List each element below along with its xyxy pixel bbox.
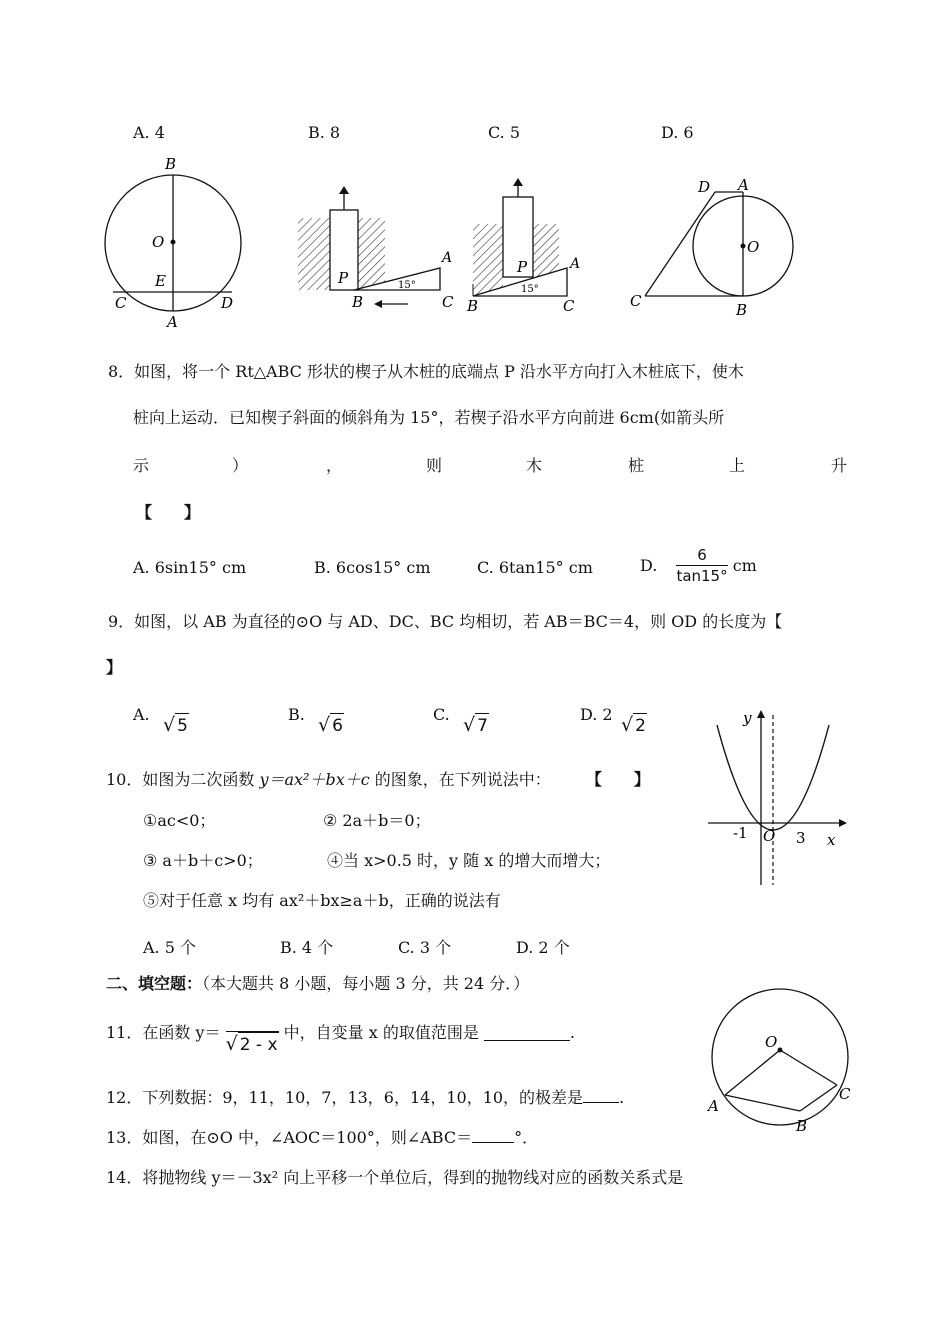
svg-text:P: P — [338, 269, 349, 287]
svg-text:x: x — [827, 831, 836, 849]
q9-option-d-sqrt: √ 2 — [621, 714, 646, 736]
svg-text:y: y — [743, 709, 752, 727]
svg-text:-1: -1 — [733, 824, 748, 842]
q8-line3-w5: 木 — [526, 456, 543, 475]
svg-text:B: B — [467, 297, 479, 315]
q8-line3-w8: 升 — [831, 456, 848, 475]
svg-text:O: O — [152, 233, 165, 251]
svg-text:A: A — [738, 176, 749, 194]
q7-option-d: D. 6 — [661, 123, 694, 142]
svg-text:D: D — [698, 178, 711, 196]
q10-option-b: B. 4 个 — [280, 938, 334, 957]
svg-text:B: B — [796, 1117, 808, 1135]
q9-option-a-label: A. — [133, 705, 150, 724]
q10-option-d: D. 2 个 — [516, 938, 570, 957]
q8-answer-bracket: 【 】 — [136, 503, 201, 522]
q11-fraction: √ 2 - x — [226, 1011, 279, 1055]
q9-option-b-sqrt: √ 6 — [318, 714, 343, 736]
svg-text:P: P — [517, 258, 528, 276]
q9-option-c-label: C. — [433, 705, 450, 724]
q8-option-b: B. 6cos15° cm — [314, 558, 431, 577]
q9-line2: 】 — [106, 658, 123, 677]
q8-line3-w1: 示 — [133, 456, 150, 475]
q10-item5: ⑤对于任意 x 均有 ax²＋bx≥a＋b，正确的说法有 — [143, 891, 501, 910]
q7-option-c: C. 5 — [488, 123, 521, 142]
svg-text:3: 3 — [796, 829, 806, 847]
q9-option-a-sqrt: √ 5 — [163, 714, 188, 736]
q7-option-a: A. 4 — [133, 123, 165, 142]
q9-option-d-label: D. 2 — [580, 705, 613, 724]
q8-line3-w6: 桩 — [628, 456, 645, 475]
q11: 11．在函数 y＝ √ 2 - x 中，自变量 x 的取值范围是 . — [106, 1011, 575, 1059]
q10-item4: ④当 x>0.5 时，y 随 x 的增大而增大； — [327, 851, 611, 870]
q8-option-d-fraction: $\frac{6}{\tan 15^\circ}$ — [676, 546, 728, 585]
figure-circle-chord — [95, 155, 255, 335]
q9-line1: 9．如图，以 AB 为直径的⊙O 与 AD、DC、BC 均相切，若 AB＝BC＝4，则 OD 的长度为【 — [108, 612, 783, 631]
q9-option-c-sqrt: √ 7 — [463, 714, 488, 736]
svg-text:15°: 15° — [521, 284, 539, 295]
svg-text:E: E — [155, 272, 166, 290]
svg-text:D: D — [221, 294, 234, 312]
figure-parabola — [703, 705, 853, 895]
svg-text:15°: 15° — [398, 280, 416, 291]
svg-text:C: C — [563, 297, 575, 315]
q8-line3-w2: ） — [232, 456, 249, 475]
q10-item3: ③ a＋b＋c>0； — [143, 851, 263, 870]
svg-text:B: B — [736, 301, 748, 319]
q10-item2: ② 2a＋b＝0； — [323, 811, 431, 830]
svg-text:C: C — [630, 292, 642, 310]
q13-answer-blank[interactable] — [472, 1128, 514, 1143]
q8-line3-w3: ， — [326, 456, 343, 475]
q13: 13．如图，在⊙O 中，∠AOC＝100°，则∠ABC＝ °． — [106, 1128, 539, 1147]
q8-line1: 8．如图，将一个 Rt△ABC 形状的楔子从木桩的底端点 P 沿水平方向打入木桩底下，使木 — [108, 362, 744, 381]
figure-tangent-trapezoid — [620, 170, 810, 325]
svg-text:O: O — [763, 827, 776, 845]
q12-answer-blank[interactable] — [583, 1088, 619, 1103]
svg-text:A: A — [167, 313, 178, 331]
svg-text:C: C — [839, 1085, 851, 1103]
q8-line2: 桩向上运动．已知楔子斜面的倾斜角为 15°，若楔子沿水平方向前进 6cm(如箭头所 — [133, 408, 725, 427]
figure-circle-aoc — [705, 985, 865, 1140]
svg-text:A: A — [708, 1097, 719, 1115]
q10-stem: 10．如图为二次函数 y＝ax²＋bx＋c 的图象，在下列说法中： 【 】 — [106, 770, 650, 789]
q7-option-b: B. 8 — [308, 123, 341, 142]
q10-item1: ①ac<0； — [143, 811, 216, 830]
q10-option-c: C. 3 个 — [398, 938, 452, 957]
svg-text:O: O — [765, 1033, 778, 1051]
figure-wedge-after — [463, 172, 588, 322]
q8-line3-w7: 上 — [729, 456, 746, 475]
q8-option-d: D. $\frac{6}{\tan 15^\circ}$ cm — [640, 546, 757, 585]
svg-text:B: B — [352, 293, 364, 311]
svg-text:O: O — [747, 238, 760, 256]
q10-option-a: A. 5 个 — [143, 938, 196, 957]
svg-text:B: B — [165, 155, 177, 173]
figure-wedge-before — [290, 180, 460, 320]
q8-option-a: A. 6sin15° cm — [133, 558, 247, 577]
q9-option-b-label: B. — [288, 705, 305, 724]
svg-text:A: A — [570, 256, 581, 272]
q11-answer-blank[interactable] — [484, 1026, 570, 1041]
q14: 14．将抛物线 y＝－3x² 向上平移一个单位后，得到的抛物线对应的函数关系式是 — [106, 1168, 684, 1187]
q8-option-c: C. 6tan15° cm — [477, 558, 593, 577]
q12: 12．下列数据：9，11，10，7，13，6，14，10，10，的极差是 . — [106, 1088, 625, 1107]
section2-heading: 二、填空题：（本大题共 8 小题，每小题 3 分，共 24 分．） — [106, 974, 530, 993]
q8-line3-w4: 则 — [426, 456, 443, 475]
svg-text:A: A — [442, 250, 453, 266]
svg-text:C: C — [115, 294, 127, 312]
svg-text:C: C — [442, 293, 454, 311]
